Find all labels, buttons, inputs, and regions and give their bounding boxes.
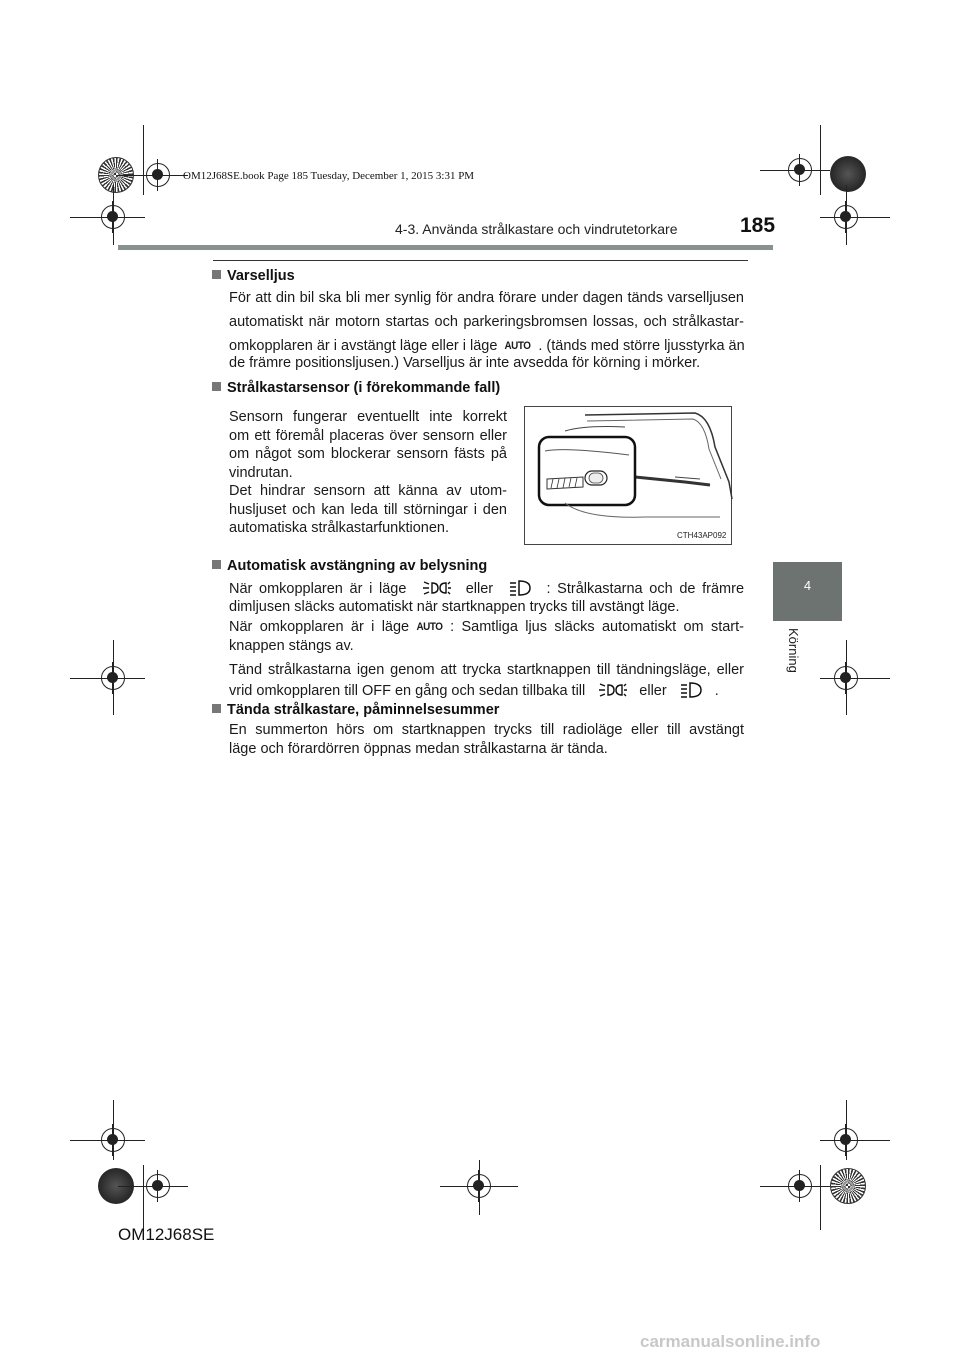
crop-line [820, 1165, 821, 1230]
crop-line [846, 1100, 847, 1160]
text-line [229, 579, 744, 597]
heading-text: Strålkastarsensor (i förekommande fall) [227, 380, 501, 396]
text-line: En summerton hörs om startknappen trycks till radioläge eller till avstängt [229, 722, 744, 738]
manual-code: OM12J68SE [118, 1225, 215, 1244]
bullet-square-icon [212, 560, 221, 569]
crop-line [118, 1186, 188, 1187]
text-line [229, 338, 744, 354]
crop-line [846, 185, 847, 245]
text-line: Tänd strålkastarna igen genom att trycka startknappen till tändningsläge, eller [229, 662, 744, 678]
section-title: 4-3. Använda strålkastare och vindrutetorkare [395, 221, 678, 237]
sensor-text: Sensorn fungerar eventuellt inte korrekt om ett föremål placeras över sensorn eller om något som blockerar sensorn fästs på vindrutan. Det hindrar sensorn att känna av utom-husljuset och kan leda till störningar i den automatiska strålkastarfunktionen. [229, 409, 507, 536]
crop-line [113, 185, 114, 245]
bullet-square-icon [212, 270, 221, 279]
sensor-figure [524, 406, 732, 545]
windshield-sensor-illustration [525, 407, 733, 546]
heading-buzzer [212, 702, 499, 718]
figure-code: CTH43AP092 [677, 531, 727, 540]
header-bar [118, 245, 773, 250]
text-line: de främre positionsljusen.) Varselljus är inte avsedda för körning i mörker. [229, 355, 701, 371]
auto-icon: AUTO [504, 340, 531, 352]
position-lights-icon [421, 579, 451, 597]
text-line [229, 681, 744, 699]
heading-text: Automatisk avstängning av belysning [227, 558, 488, 574]
crop-line [143, 125, 144, 195]
crop-line [820, 1140, 890, 1141]
crop-line [118, 175, 188, 176]
crop-line [113, 1100, 114, 1160]
text-line [229, 619, 744, 635]
crop-line [70, 678, 145, 679]
text-span: : Strålkastarna och de främre [546, 581, 745, 597]
text-span: eller [465, 581, 494, 597]
text-span: När omkopplaren är i läge [229, 581, 407, 597]
text-line: läge och förardörren öppnas medan strålkastarna är tända. [229, 741, 608, 757]
text-span: omkopplaren är i avstängt läge eller i läge [229, 338, 498, 354]
text-span: När omkopplaren är i läge [229, 619, 410, 635]
heading-text: Tända strålkastare, påminnelsesummer [227, 702, 500, 718]
heading-auto-off [212, 558, 487, 574]
crop-line [479, 1160, 480, 1215]
crop-line [820, 125, 821, 195]
dark-disc-mark-top-right [830, 156, 866, 192]
headlight-icon [679, 681, 703, 699]
chapter-tab-number: 4 [803, 578, 812, 593]
text-line: dimljusen släcks automatiskt när startknappen trycks till avstängt läge. [229, 599, 680, 615]
heading-text: Varselljus [227, 268, 295, 284]
crop-line [820, 217, 890, 218]
heading-sensor [212, 380, 500, 396]
crop-line [846, 640, 847, 715]
text-span: vrid omkopplaren till OFF en gång och sedan tillbaka till [229, 683, 586, 699]
page-number: 185 [740, 214, 776, 237]
crop-line [820, 678, 890, 679]
starburst-mark-bottom-right [830, 1168, 866, 1204]
text-line: För att din bil ska bli mer synlig för andra förare under dagen tänds varselljusen [229, 290, 744, 306]
auto-icon: AUTO [416, 621, 443, 633]
heading-varselljus [212, 268, 295, 284]
header-rule [213, 260, 748, 261]
text-line: knappen stängs av. [229, 638, 354, 654]
crop-line [113, 640, 114, 715]
bullet-square-icon [212, 704, 221, 713]
watermark: carmanualsonline.info [640, 1332, 821, 1351]
text-span: . [714, 683, 719, 699]
book-stamp: OM12J68SE.book Page 185 Tuesday, December 1, 2015 3:31 PM [183, 170, 475, 182]
crop-line [143, 1165, 144, 1230]
chapter-tab-label: Körning [786, 628, 801, 673]
text-line: automatiskt när motorn startas och parkeringsbromsen lossas, och strålkastar- [229, 314, 744, 330]
headlight-icon [508, 579, 532, 597]
text-span: eller [639, 683, 667, 699]
crop-line [70, 217, 145, 218]
crop-line [70, 1140, 145, 1141]
position-lights-icon [597, 681, 627, 699]
bullet-square-icon [212, 382, 221, 391]
text-span: : Samtliga ljus släcks automatiskt om start- [450, 619, 744, 635]
text-span: . (tänds med större ljusstyrka än [538, 338, 745, 354]
